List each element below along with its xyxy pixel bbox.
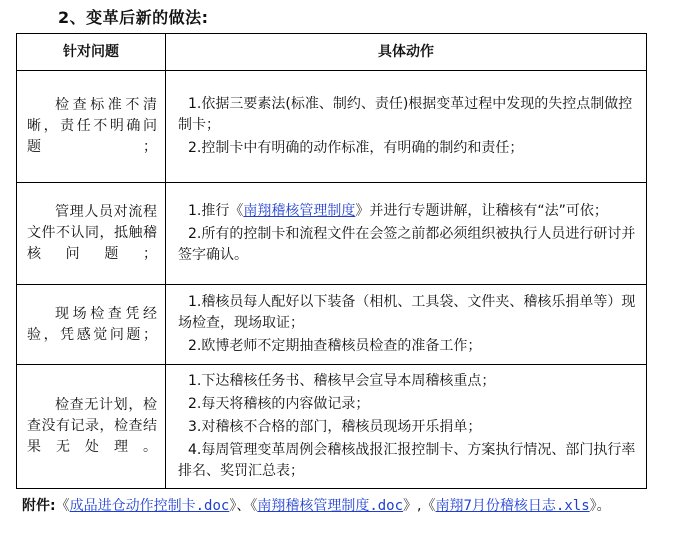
regulation-link[interactable]: 南翔稽核管理制度 — [243, 203, 356, 219]
bracket-text: 》。 — [589, 498, 611, 514]
action-text: 1.依据三要素法(标准、制约、责任)根据变革过程中发现的失控点制做控制卡； — [178, 96, 633, 133]
table-row — [17, 365, 647, 489]
bracket-text: 《 — [55, 498, 70, 514]
action-item — [178, 224, 636, 266]
action-item — [178, 94, 636, 136]
action-item — [178, 138, 636, 159]
actions-cell — [166, 71, 647, 183]
action-item — [178, 394, 636, 415]
actions-table — [16, 33, 647, 489]
attachments-label: 附件: — [22, 498, 56, 514]
action-item — [178, 292, 636, 334]
bracket-text: 》,《 — [403, 498, 436, 514]
action-item — [178, 371, 636, 392]
action-item — [178, 201, 636, 222]
table-row — [17, 71, 647, 183]
action-text: 2.控制卡中有明确的动作标准，有明确的制约和责任； — [188, 140, 524, 156]
action-text: 2.所有的控制卡和流程文件在会签之前都必须组织被执行人员进行研讨并签字确认。 — [178, 226, 636, 263]
issue-cell — [17, 365, 166, 489]
table-row — [17, 285, 647, 365]
attachments-line — [22, 495, 662, 517]
action-text: 1.稽核员每人配好以下装备（相机、工具袋、文件夹、稽核乐捐单等）现场检查，现场取证； — [178, 294, 636, 331]
table-row — [17, 183, 647, 285]
actions-cell — [166, 365, 647, 489]
action-text: 4.每周管理变革周例会稽核战报汇报控制卡、方案执行情况、部门执行率排名、奖罚汇总表； — [178, 442, 636, 479]
actions-cell — [166, 285, 647, 365]
action-text: 2.每天将稽核的内容做记录； — [188, 396, 370, 412]
attachment-link-regulation[interactable]: 南翔稽核管理制度.doc — [257, 498, 404, 514]
action-text: 3.对稽核不合格的部门，稽核员现场开乐捐单； — [188, 419, 482, 435]
action-text: 1.推行《 — [188, 203, 244, 219]
table-header-row — [17, 34, 647, 71]
attachment-link-audit-log[interactable]: 南翔7月份稽核日志.xls — [435, 498, 590, 514]
header-actions: 具体动作 — [166, 34, 647, 71]
action-item — [178, 440, 636, 482]
issue-text: 检查无计划，检查没有记录，检查结果无处理。 — [27, 397, 157, 455]
issue-cell — [17, 183, 166, 285]
issue-text: 现场检查凭经验，凭感觉问题； — [27, 305, 157, 343]
issue-text: 检查标准不清晰，责任不明确问题； — [27, 97, 157, 155]
action-text: 1.下达稽核任务书、稽核早会宣导本周稽核重点； — [188, 373, 496, 389]
action-item — [178, 336, 636, 357]
issue-cell — [17, 285, 166, 365]
action-item — [178, 417, 636, 438]
section-heading: 2、变革后新的做法: — [58, 8, 209, 27]
action-text: 2.欧博老师不定期抽查稽核员检查的准备工作； — [188, 338, 482, 354]
action-text: 》并进行专题讲解，让稽核有“法”可依； — [355, 203, 608, 219]
header-issue: 针对问题 — [17, 34, 166, 71]
issue-text: 管理人员对流程文件不认同，抵触稽核问题； — [27, 204, 157, 262]
attachment-link-control-card[interactable]: 成品进仓动作控制卡.doc — [69, 498, 230, 514]
issue-cell — [17, 71, 166, 183]
bracket-text: 》、《 — [229, 498, 258, 514]
actions-cell — [166, 183, 647, 285]
